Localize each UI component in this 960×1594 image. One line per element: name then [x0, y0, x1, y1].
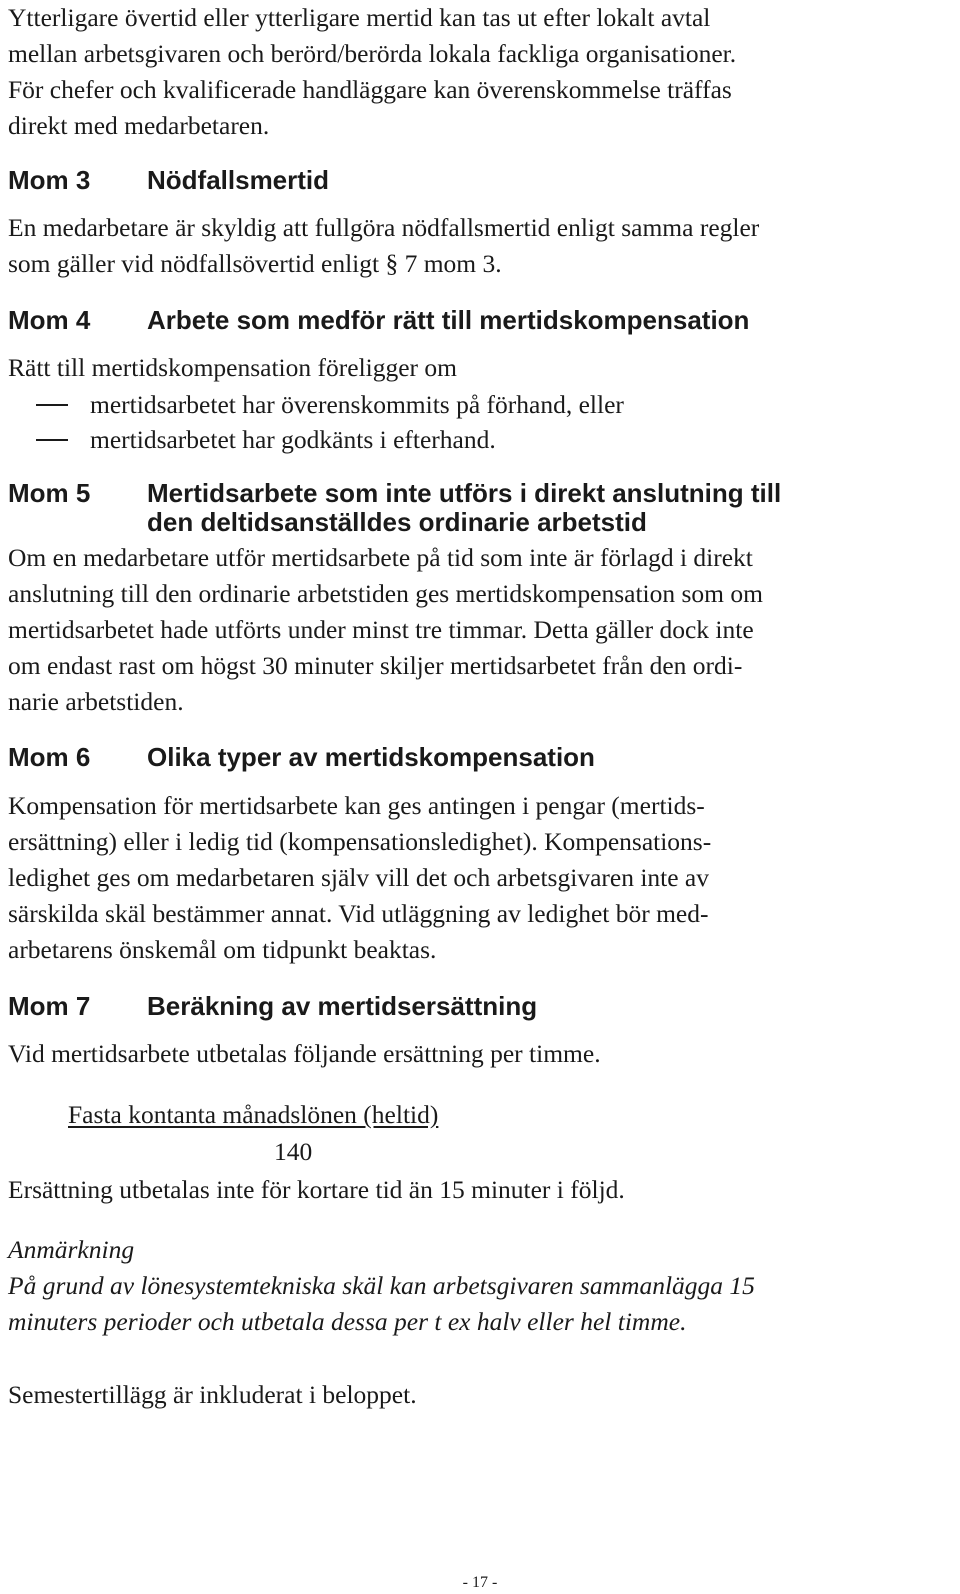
mom3-number: Mom 3 — [8, 165, 91, 195]
intro-paragraph — [8, 0, 948, 144]
note-heading: Anmärkning — [8, 1235, 135, 1264]
page-number: - 17 - — [462, 1574, 498, 1591]
text-line: Semestertillägg är inkluderat i beloppet. — [8, 1380, 417, 1409]
mom7-number: Mom 7 — [8, 991, 91, 1021]
text-line: Vid mertidsarbete utbetalas följande ersättning per timme. — [8, 1039, 601, 1068]
text-line: som gäller vid nödfallsövertid enligt § 7 mom 3. — [8, 249, 502, 278]
mom3-paragraph — [8, 210, 948, 282]
text-line: För chefer och kvalificerade handläggare kan överenskommelse träffas — [8, 75, 732, 104]
mom7-title: Beräkning av mertidsersättning — [147, 991, 538, 1021]
mom6-title: Olika typer av mertidskompensation — [147, 742, 595, 772]
list-item-text: mertidsarbetet har godkänts i efterhand. — [90, 425, 496, 454]
text-line: En medarbetare är skyldig att fullgöra nödfallsmertid enligt samma regler — [8, 213, 760, 242]
text-line: Kompensation för mertidsarbete kan ges antingen i pengar (mertids- — [8, 791, 705, 820]
text-line: På grund av lönesystemtekniska skäl kan arbetsgivaren sammanlägga 15 — [8, 1271, 755, 1300]
formula-denominator: 140 — [274, 1137, 313, 1166]
closing-paragraph — [8, 1377, 948, 1413]
text-line: direkt med medarbetaren. — [8, 111, 270, 140]
text-line: Om en medarbetare utför mertidsarbete på tid som inte är förlagd i direkt — [8, 543, 753, 572]
text-line: narie arbetstiden. — [8, 687, 184, 716]
text-line: Rätt till mertidskompensation föreligger om — [8, 353, 458, 382]
mom5-title-line: den deltidsanställdes ordinarie arbetstid — [147, 507, 647, 537]
mom5-paragraph — [8, 540, 948, 720]
text-line: anslutning till den ordinarie arbetstiden ges mertidskompensation som om — [8, 579, 763, 608]
mom6-paragraph — [8, 788, 948, 968]
text-line: mellan arbetsgivaren och berörd/berörda lokala fackliga organisationer. — [8, 39, 737, 68]
text-line: minuters perioder och utbetala dessa per t ex halv eller hel timme. — [8, 1307, 687, 1336]
text-line: Ytterligare övertid eller ytterligare mertid kan tas ut efter lokalt avtal — [8, 3, 711, 32]
mom7-intro — [8, 1036, 948, 1072]
mom4-title: Arbete som medför rätt till mertidskompensation — [147, 305, 750, 335]
text-line: om endast rast om högst 30 minuter skiljer mertidsarbetet från den ordi- — [8, 651, 743, 680]
mom7-after-formula — [8, 1172, 948, 1208]
dash-bullet — [36, 439, 68, 441]
mom6-number: Mom 6 — [8, 742, 91, 772]
text-line: särskilda skäl bestämmer annat. Vid utläggning av ledighet bör med- — [8, 899, 709, 928]
text-line: ledighet ges om medarbetaren själv vill det och arbetsgivaren inte av — [8, 863, 710, 892]
text-line: mertidsarbetet hade utförts under minst tre timmar. Detta gäller dock inte — [8, 615, 754, 644]
dash-bullet — [36, 404, 68, 406]
formula-numerator: Fasta kontanta månadslönen (heltid) — [68, 1100, 439, 1129]
text-line: ersättning) eller i ledig tid (kompensationsledighet). Kompensations- — [8, 827, 712, 856]
text-line: Ersättning utbetalas inte för kortare tid än 15 minuter i följd. — [8, 1175, 625, 1204]
mom3-title: Nödfallsmertid — [147, 165, 330, 195]
mom5-number: Mom 5 — [8, 478, 91, 508]
note-block — [8, 1232, 948, 1340]
mom5-title-line: Mertidsarbete som inte utförs i direkt anslutning till — [147, 478, 782, 508]
mom4-intro — [8, 350, 948, 386]
text-line: arbetarens önskemål om tidpunkt beaktas. — [8, 935, 437, 964]
mom4-number: Mom 4 — [8, 305, 91, 335]
list-item-text: mertidsarbetet har överenskommits på förhand, eller — [90, 390, 624, 419]
